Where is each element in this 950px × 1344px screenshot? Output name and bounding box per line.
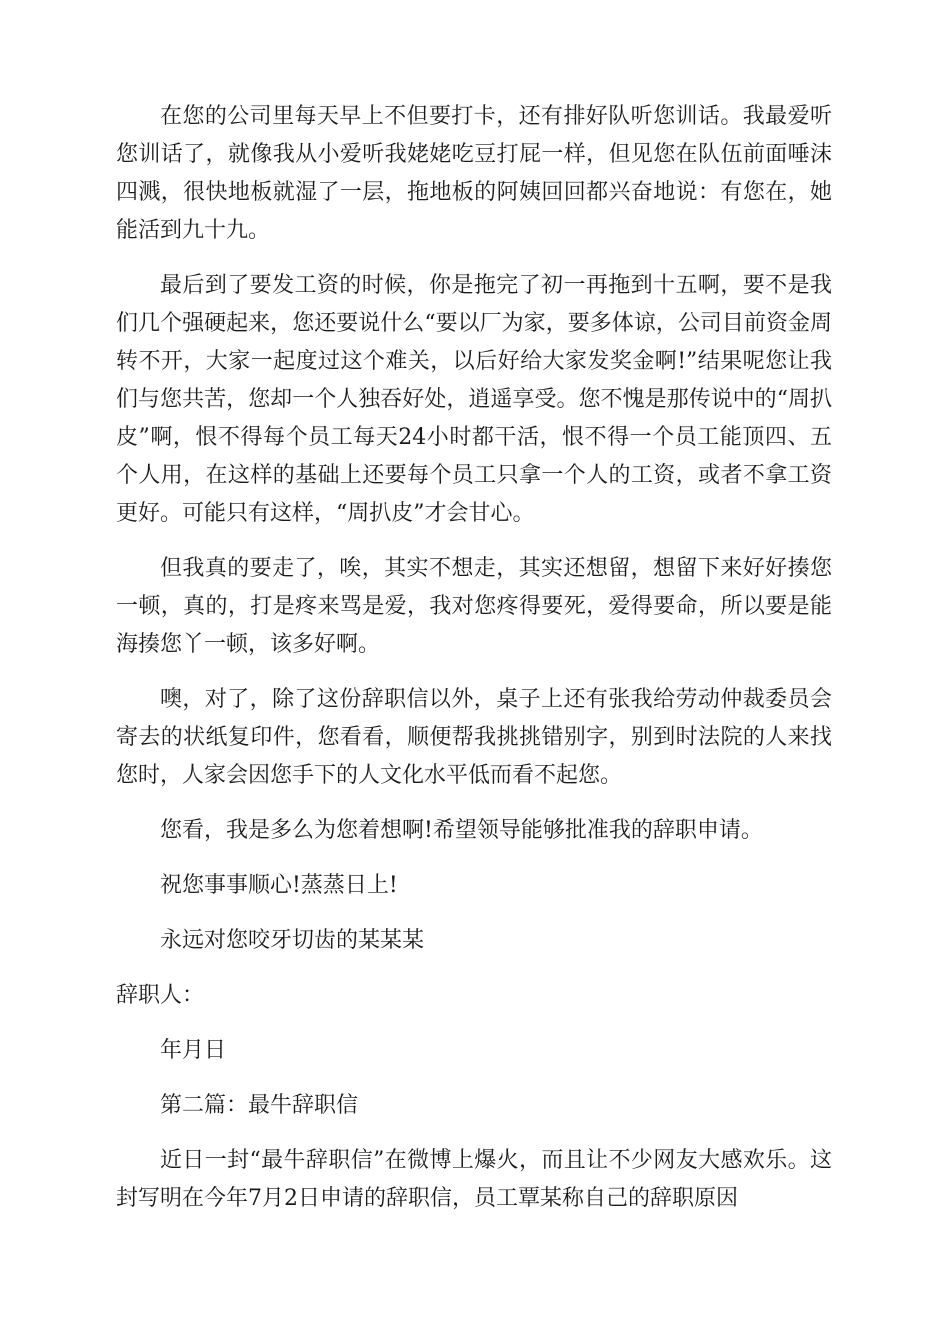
paragraph-weibo: 近日一封“最牛辞职信”在微博上爆火，而且让不少网友大感欢乐。这封写明在今年7月2日申请的辞职信，员工覃某称自己的辞职原因 [116,1148,832,1211]
paragraph-morning-speech: 在您的公司里每天早上不但要打卡，还有排好队听您训话。我最爱听您训话了，就像我从小爱听我姥姥吃豆打屁一样，但见您在队伍前面唾沫四溅，很快地板就湿了一层，拖地板的阿姨回回都兴奋地说：有您在，她能活到九十九。 [116,104,832,243]
paragraph-request: 您看，我是多么为您着想啊!希望领导能够批准我的辞职申请。 [160,818,763,843]
paragraph-wishes: 祝您事事顺心!蒸蒸日上! [160,873,398,898]
date-line: 年月日 [160,1038,227,1063]
resigner-label: 辞职人： [116,983,205,1008]
section-heading: 第二篇：最牛辞职信 [160,1093,359,1118]
paragraph-signoff: 永远对您咬牙切齿的某某某 [160,928,425,953]
paragraph-arbitration: 噢，对了，除了这份辞职信以外，桌子上还有张我给劳动仲裁委员会寄去的状纸复印件，您看看，顺便帮我挑挑错别字，别到时法院的人来找您时，人家会因您手下的人文化水平低而看不起您。 [116,687,832,788]
paragraph-salary: 最后到了要发工资的时候，你是拖完了初一再拖到十五啊，要不是我们几个强硬起来，您还要说什么“要以厂为家，要多体谅，公司目前资金周转不开，大家一起度过这个难关，以后好给大家发奖金啊!”结果呢您让我们与您共苦，您却一个人独吞好处，逍遥享受。您不愧是那传说中的“周扒皮”啊，恨不得每个员工每天24小时都干活，恨不得一个员工能顶四、五个人用，在这样的基础上还要每个员工只拿一个人的工资，或者不拿工资更好。可能只有这样，“周扒皮”才会甘心。 [116,273,832,526]
paragraph-leaving: 但我真的要走了，唉，其实不想走，其实还想留，想留下来好好揍您一顿，真的，打是疼来骂是爱，我对您疼得要死，爱得要命，所以要是能海揍您丫一顿，该多好啊。 [116,556,832,657]
document-body [116,98,832,1235]
